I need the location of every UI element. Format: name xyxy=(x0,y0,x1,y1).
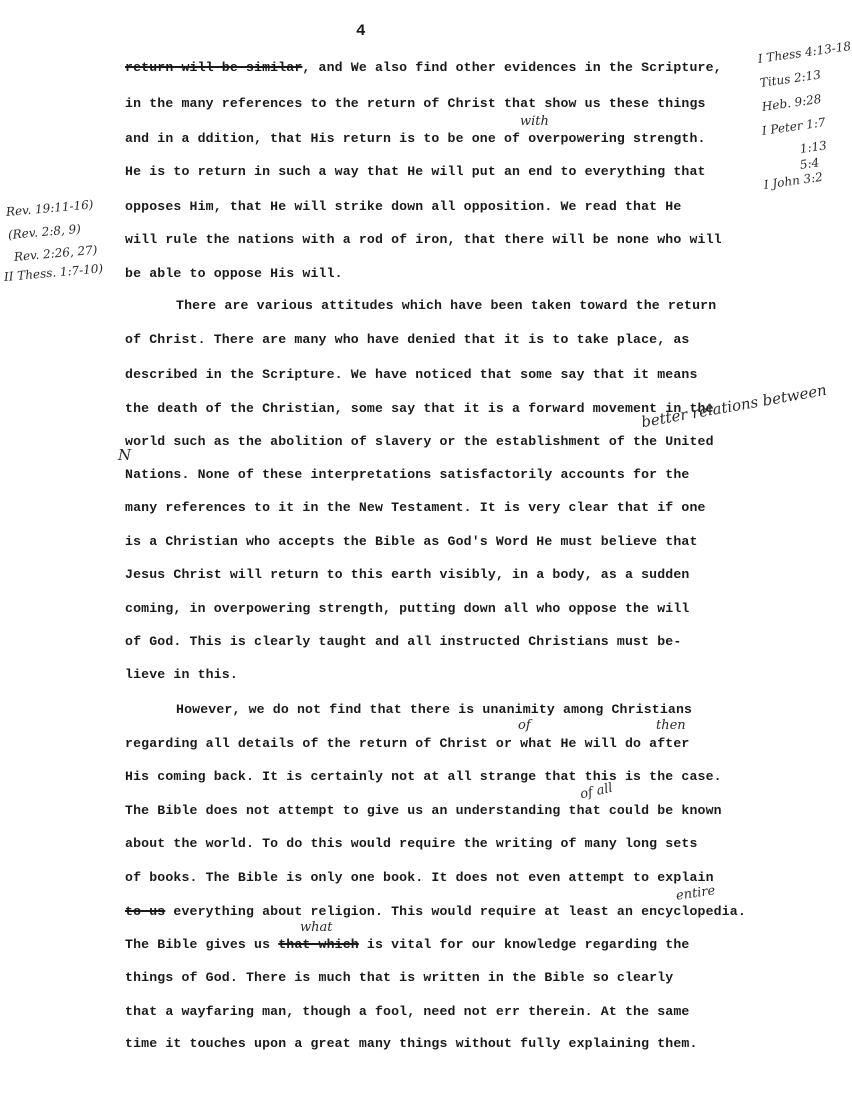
text-line: time it touches upon a great many things without fully explaining them. xyxy=(125,1036,698,1051)
text-line: in the many references to the return of Christ that show us these things xyxy=(125,96,706,111)
text-line xyxy=(125,60,722,75)
margin-note-left: (Rev. 2:8, 9) xyxy=(7,221,82,242)
struck-text: return will be similar xyxy=(125,60,303,75)
text-line: of books. The Bible is only one book. It does not even attempt to explain xyxy=(125,870,714,885)
text-line: opposes Him, that He will strike down all opposition. We read that He xyxy=(125,199,682,214)
text-line: be able to oppose His will. xyxy=(125,266,343,281)
text-line: coming, in overpowering strength, putting down all who oppose the will xyxy=(125,601,690,616)
struck-text: that which xyxy=(278,937,359,952)
insertion-entire: entire xyxy=(675,883,717,904)
line-text: , and We also find other evidences in the Scripture, xyxy=(302,60,722,75)
text-line: is a Christian who accepts the Bible as God's Word He must believe that xyxy=(125,534,698,549)
margin-note-right: I John 3:2 xyxy=(763,169,824,192)
struck-text: to us xyxy=(125,904,166,919)
insertion-better-relations: better relations between xyxy=(639,380,829,432)
text-line: lieve in this. xyxy=(125,667,238,682)
text-line: Nations. None of these interpretations satisfactorily accounts for the xyxy=(125,467,690,482)
page-number: 4 xyxy=(356,22,366,40)
text-line: regarding all details of the return of Christ or what He will do after xyxy=(125,736,690,751)
margin-note-right: I Thess 4:13-18 xyxy=(757,39,852,66)
margin-note-right: 5:4 xyxy=(799,155,821,172)
text-line: and in a ddition, that His return is to be one of overpowering strength. xyxy=(125,131,706,146)
line-text: everything about religion. This would require at least an encyclopedia. xyxy=(165,904,746,919)
text-line: His coming back. It is certainly not at all strange that this is the case. xyxy=(125,769,722,784)
text-line: of Christ. There are many who have denied that it is to take place, as xyxy=(125,332,690,347)
insertion-of: of xyxy=(518,718,531,733)
insertion-with: with xyxy=(520,114,549,129)
margin-note-right: 1:13 xyxy=(799,138,828,156)
text-line: of God. This is clearly taught and all instructed Christians must be- xyxy=(125,634,682,649)
text-line: many references to it in the New Testament. It is very clear that if one xyxy=(125,500,706,515)
text-line: that a wayfaring man, though a fool, need not err therein. At the same xyxy=(125,1004,690,1019)
margin-note-left: Rev. 19:11-16) xyxy=(5,197,94,219)
text-line: described in the Scripture. We have noticed that some say that it means xyxy=(125,367,698,382)
insertion-of-all: of all xyxy=(578,780,615,803)
text-line xyxy=(125,937,689,952)
text-line: world such as the abolition of slavery or the establishment of the United xyxy=(125,434,714,449)
text-line: about the world. To do this would require the writing of many long sets xyxy=(125,836,698,851)
text-line: There are various attitudes which have been taken toward the return xyxy=(176,298,717,313)
insertion-what: what xyxy=(300,920,333,935)
text-line: He is to return in such a way that He will put an end to everything that xyxy=(125,164,706,179)
line-text: The Bible gives us xyxy=(125,937,279,952)
text-line xyxy=(125,904,746,919)
insertion-n-mark: N xyxy=(118,446,132,464)
text-line: The Bible does not attempt to give us an understanding that could be known xyxy=(125,803,722,818)
insertion-then: then xyxy=(656,718,686,733)
text-line: Jesus Christ will return to this earth visibly, in a body, as a sudden xyxy=(125,567,690,582)
text-line: will rule the nations with a rod of iron, that there will be none who will xyxy=(125,232,722,247)
margin-note-right: I Peter 1:7 xyxy=(761,115,827,138)
text-line: However, we do not find that there is unanimity among Christians xyxy=(176,702,693,717)
line-text: is vital for our knowledge regarding the xyxy=(358,937,690,952)
text-line: things of God. There is much that is written in the Bible so clearly xyxy=(125,970,674,985)
margin-note-left: Rev. 2:26, 27) xyxy=(13,242,98,264)
margin-note-right: Heb. 9:28 xyxy=(761,91,823,114)
margin-note-left: II Thess. 1:7-10) xyxy=(3,261,104,284)
margin-note-right: Titus 2:13 xyxy=(759,67,822,90)
text-line: the death of the Christian, some say that it is a forward movement in the xyxy=(125,401,714,416)
